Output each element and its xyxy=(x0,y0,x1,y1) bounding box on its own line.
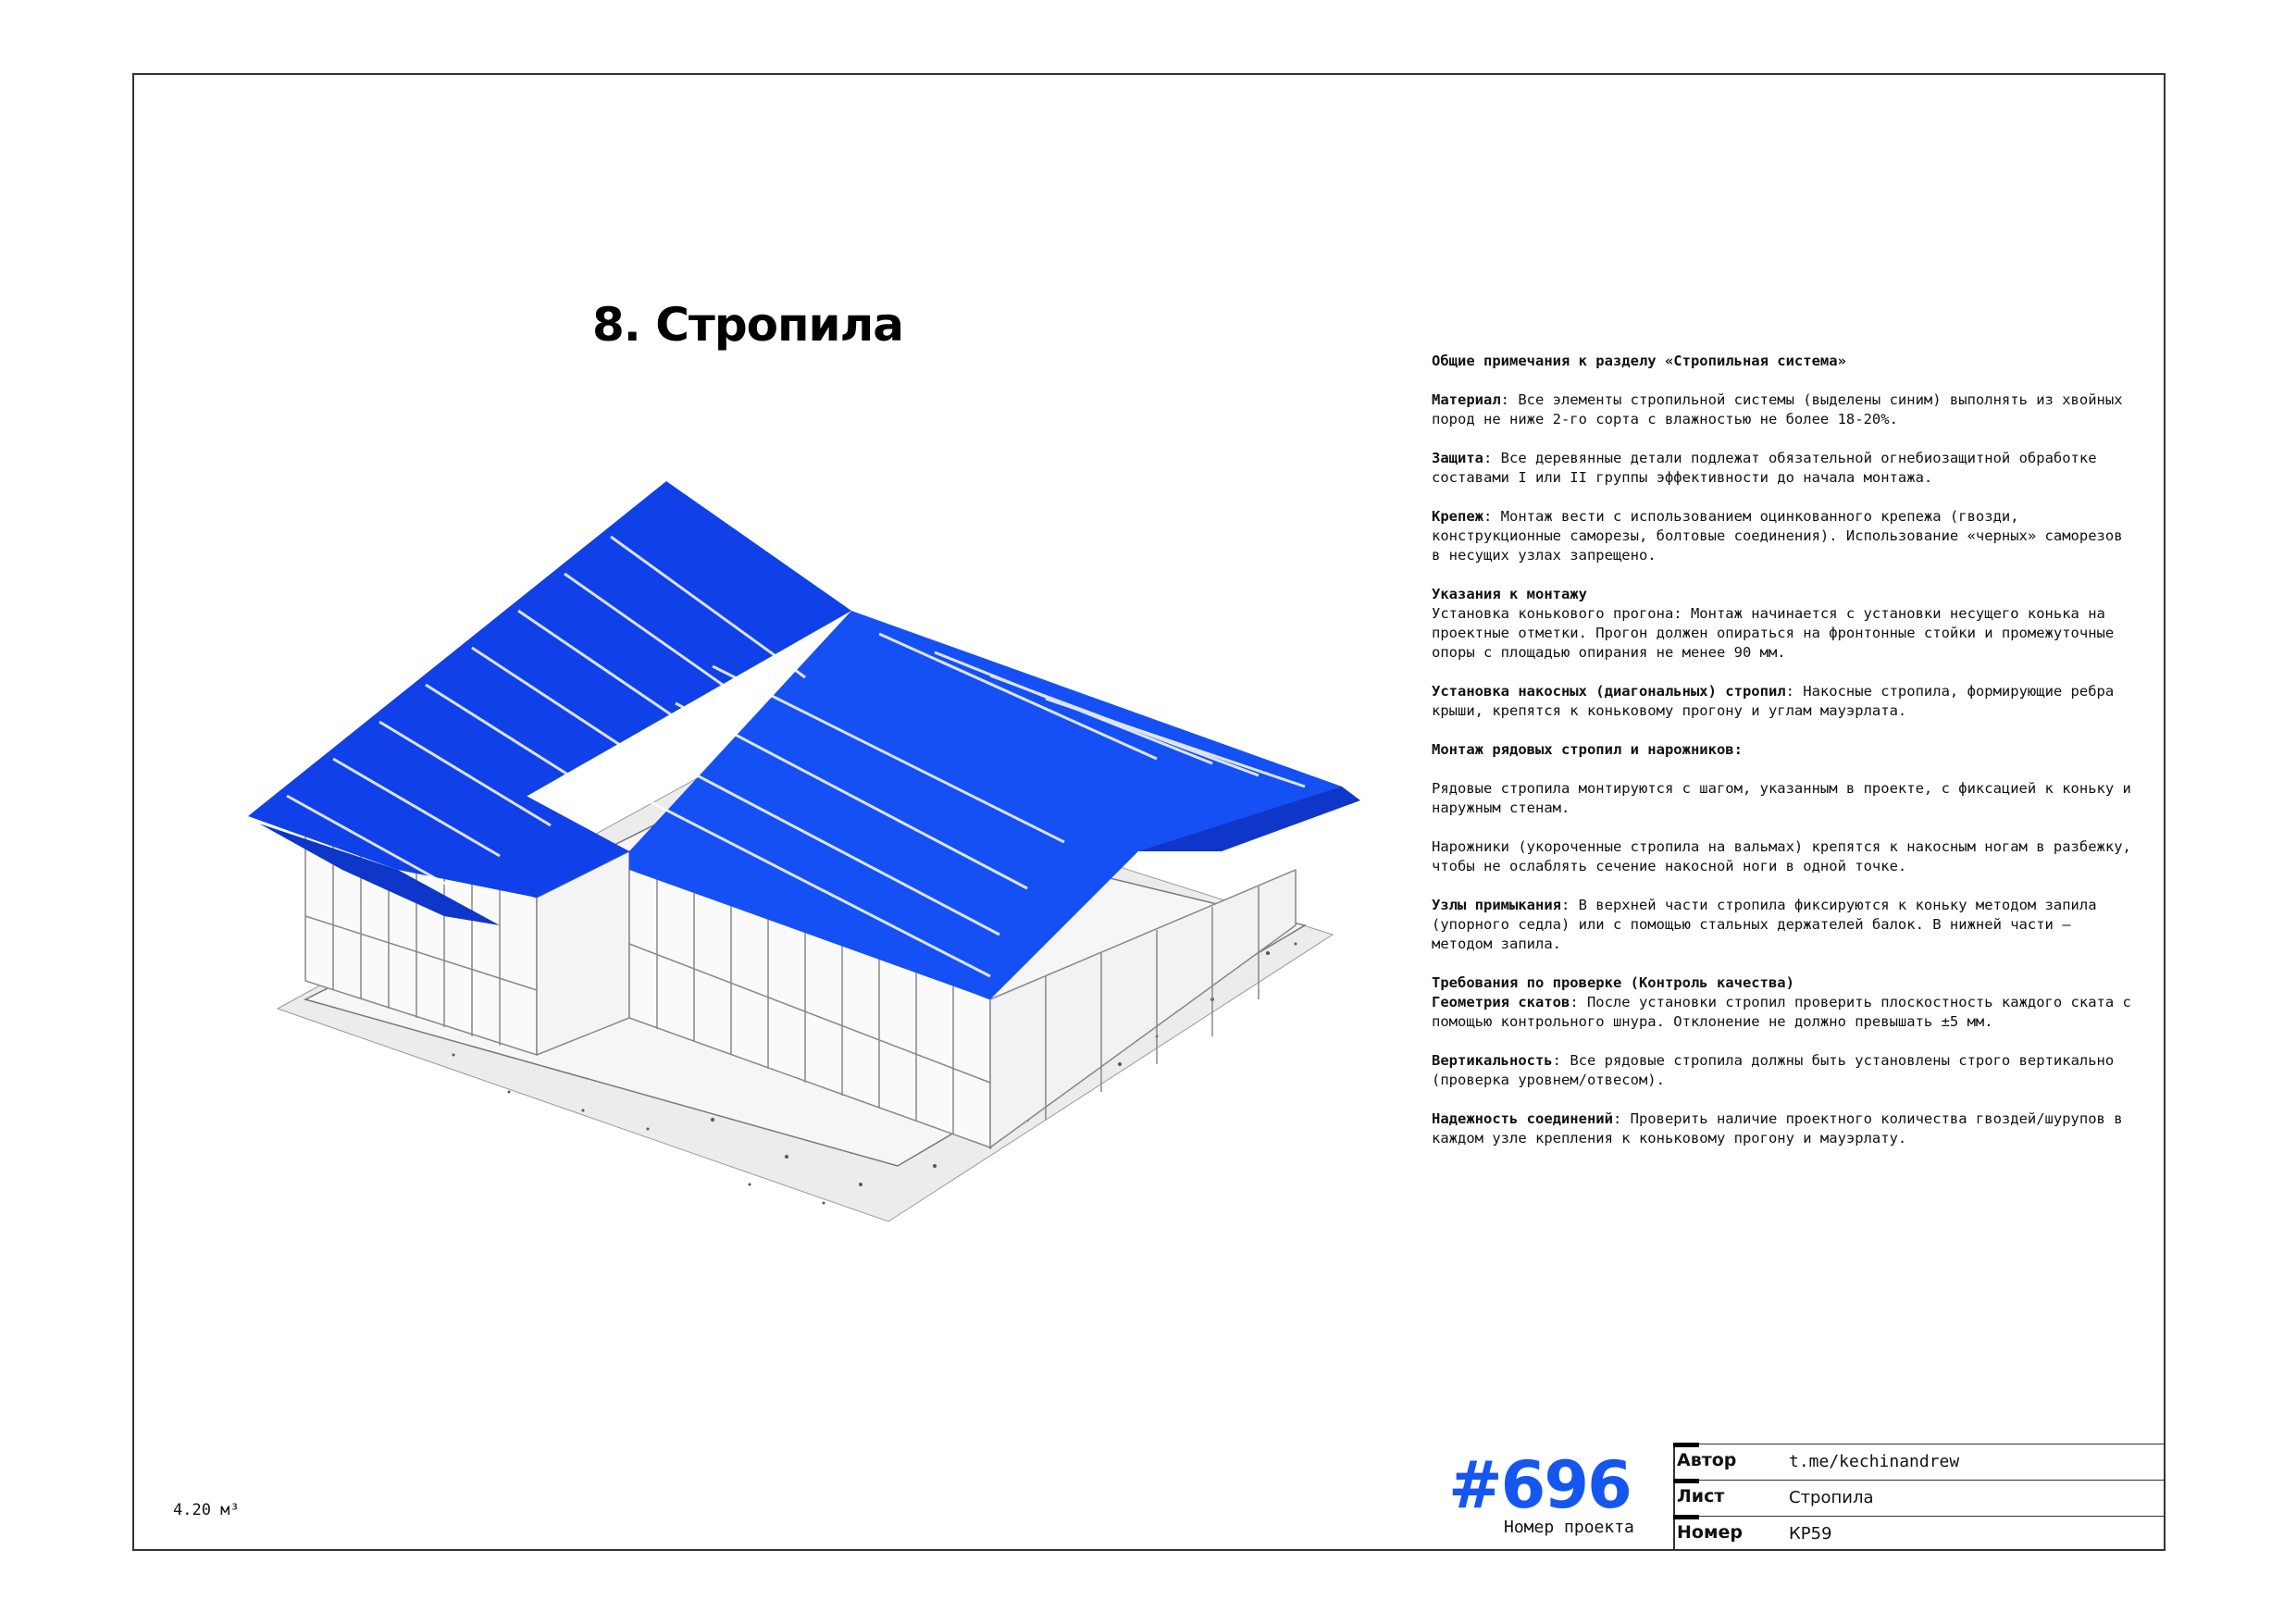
project-number-label: Номер проекта xyxy=(1504,1518,1634,1537)
title-block-row-author xyxy=(1673,1444,2166,1480)
general-notes xyxy=(1432,352,2135,1148)
note-joints: Узлы примыкания: В верхней части стропила фиксируются к коньку методом запила (упорного седла) или с помощью стальных держателей балок. В нижней части — методом запила. xyxy=(1432,897,2097,952)
note-hip: Установка накосных (диагональных) стропил: Накосные стропила, формирующие ребра крыши, крепятся к коньковому прогону и углам мауэрлата. xyxy=(1432,683,2115,719)
row-marker xyxy=(1673,1479,1699,1483)
project-number: #696 xyxy=(1448,1447,1631,1523)
row-marker xyxy=(1673,1515,1699,1519)
sheet-key: Лист xyxy=(1677,1486,1725,1506)
note-jack-rafters: Нарожники (укороченные стропила на вальмах) крепятся к накосным ногам в разбежку, чтобы не ослаблять сечение накосной ноги в одной точке. xyxy=(1432,838,2131,874)
author-value: t.me/kechinandrew xyxy=(1789,1452,1960,1471)
note-slope: Геометрия скатов: После установки стропил проверить плоскостность каждого ската с помощью контрольного шнура. Отклонение не должно превышать ±5 мм. xyxy=(1432,994,2131,1030)
number-key: Номер xyxy=(1677,1522,1743,1543)
sheet-title: 8. Стропила xyxy=(592,298,903,352)
common-rafters-heading: Монтаж рядовых стропил и нарожников: xyxy=(1432,741,1743,758)
roof-framing-drawing xyxy=(231,481,1379,1240)
note-protection: Защита: Все деревянные детали подлежат обязательной огнебиозащитной обработке составами I или II группы эффективности до начала монтажа. xyxy=(1432,450,2097,486)
note-ridge: Установка конькового прогона: Монтаж начинается с установки несущего конька на проектные отметки. Прогон должен опираться на фронтонные стойки и промежуточные опоры с площадью опирания не менее 90 мм. xyxy=(1432,605,2115,661)
note-fastening: Крепеж: Монтаж вести с использованием оцинкованного крепежа (гвозди, конструкционные саморезы, болтовые соединения). Использование «черных» саморезов в несущих узлах запрещено. xyxy=(1432,508,2123,564)
sheet-value: Стропила xyxy=(1789,1488,1874,1507)
note-common-rafters: Рядовые стропила монтируются с шагом, указанным в проекте, с фиксацией к коньку и наружным стенам. xyxy=(1432,780,2131,816)
title-block-row-number xyxy=(1673,1516,2166,1552)
qc-heading: Требования по проверке (Контроль качества) xyxy=(1432,974,1794,991)
title-block-row-sheet xyxy=(1673,1480,2166,1516)
number-value: КР59 xyxy=(1789,1524,1832,1543)
note-reliability: Надежность соединений: Проверить наличие проектного количества гвоздей/шурупов в каждом узле крепления к коньковому прогону и мауэрлату. xyxy=(1432,1110,2123,1147)
title-block xyxy=(1673,1444,2166,1551)
install-heading: Указания к монтажу xyxy=(1432,586,1587,602)
note-vertical: Вертикальность: Все рядовые стропила должны быть установлены строго вертикально (проверка уровнем/отвесом). xyxy=(1432,1052,2115,1088)
notes-heading: Общие примечания к разделу «Стропильная система» xyxy=(1432,353,1846,369)
row-marker xyxy=(1673,1443,1699,1447)
volume-value: 4.20 м³ xyxy=(173,1501,240,1519)
author-key: Автор xyxy=(1677,1450,1737,1470)
note-material: Материал: Все элементы стропильной системы (выделены синим) выполнять из хвойных пород не ниже 2-го сорта с влажностью не более 18-20%. xyxy=(1432,391,2123,428)
